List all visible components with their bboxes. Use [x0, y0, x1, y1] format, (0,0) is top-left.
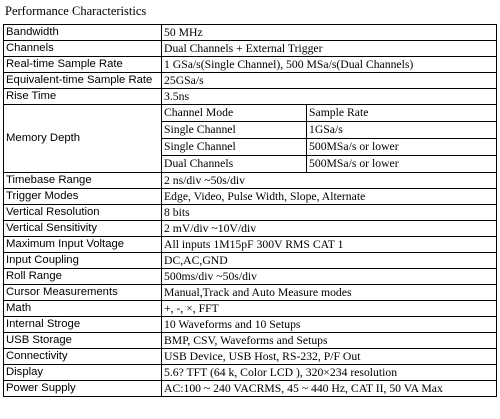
subtable-sample-rate: 500MSa/s or lower [307, 139, 497, 156]
table-row [4, 25, 497, 41]
spec-label-bandwidth: Bandwidth [4, 25, 162, 41]
table-row [4, 365, 497, 381]
subtable-header-channel-mode: Channel Mode [162, 105, 307, 122]
table-row [4, 89, 497, 105]
spec-label-timebase-range: Timebase Range [4, 173, 162, 189]
spec-value-trigger-modes: Edge, Video, Pulse Width, Slope, Alternate [162, 189, 497, 205]
spec-label-rise-time: Rise Time [4, 89, 162, 105]
spec-value-channels: Dual Channels + External Trigger [162, 41, 497, 57]
subtable-header-row [162, 105, 496, 122]
spec-label-internal-storage: Internal Stroge [4, 317, 162, 333]
subtable-sample-rate: 1GSa/s [307, 122, 497, 139]
table-row [4, 173, 497, 189]
table-row [4, 189, 497, 205]
spec-label-trigger-modes: Trigger Modes [4, 189, 162, 205]
subtable-row [162, 122, 496, 139]
table-row-memory-depth [4, 105, 497, 173]
spec-value-usb-storage: BMP, CSV, Waveforms and Setups [162, 333, 497, 349]
subtable-row [162, 156, 496, 173]
spec-value-math: +, -, ×, FFT [162, 301, 497, 317]
spec-label-max-input-voltage: Maximum Input Voltage [4, 237, 162, 253]
memory-depth-subtable-cell [162, 105, 497, 173]
spec-value-internal-storage: 10 Waveforms and 10 Setups [162, 317, 497, 333]
table-row [4, 73, 497, 89]
subtable-channel-mode: Single Channel [162, 122, 307, 139]
spec-label-cursor-measurements: Cursor Measurements [4, 285, 162, 301]
table-row [4, 221, 497, 237]
table-row [4, 269, 497, 285]
spec-label-realtime-sample-rate: Real-time Sample Rate [4, 57, 162, 73]
table-row [4, 285, 497, 301]
table-row [4, 349, 497, 365]
spec-label-usb-storage: USB Storage [4, 333, 162, 349]
spec-value-power-supply: AC:100 ~ 240 VACRMS, 45 ~ 440 Hz, CAT II, 50 VA Max [162, 381, 497, 397]
subtable-row [162, 139, 496, 156]
table-row [4, 301, 497, 317]
subtable-header-sample-rate: Sample Rate [307, 105, 497, 122]
spec-label-vertical-sensitivity: Vertical Sensitivity [4, 221, 162, 237]
spec-label-input-coupling: Input Coupling [4, 253, 162, 269]
table-row [4, 253, 497, 269]
spec-value-input-coupling: DC,AC,GND [162, 253, 497, 269]
spec-label-memory-depth: Memory Depth [4, 105, 162, 173]
spec-value-timebase-range: 2 ns/div ~50s/div [162, 173, 497, 189]
table-row [4, 333, 497, 349]
spec-value-roll-range: 500ms/div ~50s/div [162, 269, 497, 285]
table-row [4, 237, 497, 253]
spec-value-cursor-measurements: Manual,Track and Auto Measure modes [162, 285, 497, 301]
page-title: Performance Characteristics [5, 4, 147, 18]
spec-label-roll-range: Roll Range [4, 269, 162, 285]
table-row [4, 57, 497, 73]
performance-characteristics-table [3, 24, 497, 397]
spec-value-realtime-sample-rate: 1 GSa/s(Single Channel), 500 MSa/s(Dual Channels) [162, 57, 497, 73]
table-row [4, 381, 497, 397]
spec-label-vertical-resolution: Vertical Resolution [4, 205, 162, 221]
spec-label-power-supply: Power Supply [4, 381, 162, 397]
spec-value-connectivity: USB Device, USB Host, RS-232, P/F Out [162, 349, 497, 365]
spec-value-max-input-voltage: All inputs 1M15pF 300V RMS CAT 1 [162, 237, 497, 253]
table-row [4, 205, 497, 221]
spec-value-rise-time: 3.5ns [162, 89, 497, 105]
spec-value-display: 5.6? TFT (64 k, Color LCD ), 320×234 resolution [162, 365, 497, 381]
table-row [4, 317, 497, 333]
subtable-channel-mode: Dual Channels [162, 156, 307, 173]
spec-value-bandwidth: 50 MHz [162, 25, 497, 41]
spec-label-connectivity: Connectivity [4, 349, 162, 365]
spec-value-vertical-sensitivity: 2 mV/div ~10V/div [162, 221, 497, 237]
spec-value-equivalent-sample-rate: 25GSa/s [162, 73, 497, 89]
spec-value-vertical-resolution: 8 bits [162, 205, 497, 221]
subtable-sample-rate: 500MSa/s or lower [307, 156, 497, 173]
subtable-channel-mode: Single Channel [162, 139, 307, 156]
spec-label-math: Math [4, 301, 162, 317]
table-row [4, 41, 497, 57]
spec-label-display: Display [4, 365, 162, 381]
spec-label-channels: Channels [4, 41, 162, 57]
spec-label-equivalent-sample-rate: Equivalent-time Sample Rate [4, 73, 162, 89]
memory-depth-subtable [162, 105, 496, 172]
